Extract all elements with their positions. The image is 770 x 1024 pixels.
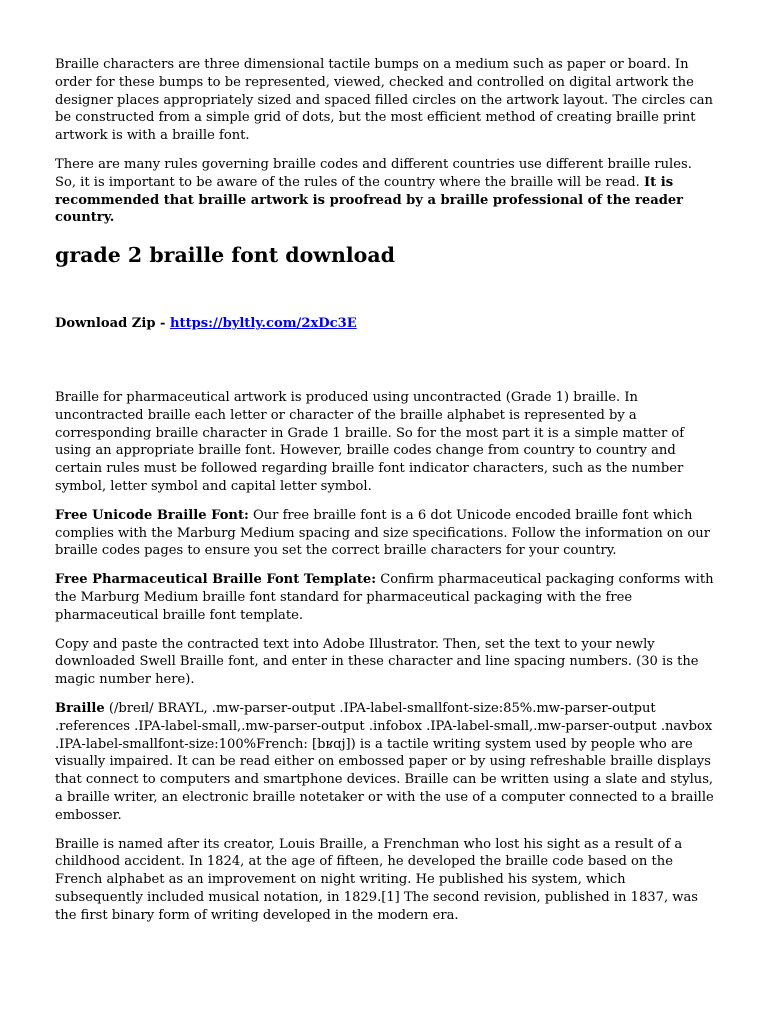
rules-text: There are many rules governing braille codes and different countries use different braille rules. So, it is important to be aware of the rules of the country where the braille will be read.	[55, 156, 692, 190]
download-link[interactable]: https://byltly.com/2xDc3E	[170, 316, 357, 332]
pharma-paragraph: Braille for pharmaceutical artwork is produced using uncontracted (Grade 1) braille. In uncontracted braille each letter or character of the braille alphabet is represented by a corresponding braille character in Grade 1 braille. So for the most part it is a simple matter of using an appropriate braille font. However, braille codes change from country to country and certain rules must be followed regarding braille font indicator characters, such as the number symbol, letter symbol and capital letter symbol.	[55, 389, 685, 494]
unicode-font-label: Free Unicode Braille Font:	[55, 507, 249, 523]
download-label: Download Zip -	[55, 316, 171, 332]
download-line	[55, 315, 717, 333]
unicode-font-text: Our free braille font is a 6 dot Unicode encoded braille font which complies with the Marburg Medium spacing and size specifications. Follow the information on our braille codes pages to ensure you set the correct braille characters for your country.	[55, 507, 710, 559]
document-page	[55, 56, 717, 935]
braille-definition-paragraph	[55, 700, 717, 825]
page-title: grade 2 braille font download	[55, 243, 395, 268]
illustrator-paragraph: Copy and paste the contracted text into Adobe Illustrator. Then, set the text to your newly downloaded Swell Braille font, and enter in these character and line spacing numbers. (30 is the magic number here).	[55, 636, 699, 688]
pharma-template-label: Free Pharmaceutical Braille Font Template:	[55, 572, 377, 588]
braille-definition-text: (/breɪl/ BRAYL, .mw-parser-output .IPA-label-smallfont-size:85%.mw-parser-output .references .IPA-label-small,.mw-parser-output .infobox .IPA-label-small,.mw-parser-output .navbox .IPA-label-smallfont-size:100%French: [bʁɑj]) is a tactile writing system used by people who are visually impaired. It can be read either on embossed paper or by using refreshable braille displays that connect to computers and smartphone devices. Braille can be written using a slate and stylus, a braille writer, an electronic braille notetaker or with the use of a computer connected to a braille embosser.	[55, 700, 714, 823]
braille-term: Braille	[55, 700, 105, 716]
rules-recommendation: It is recommended that braille artwork is proofread by a braille professional of the reader country.	[55, 174, 684, 226]
pharma-template-paragraph	[55, 571, 717, 624]
history-paragraph: Braille is named after its creator, Louis Braille, a Frenchman who lost his sight as a result of a childhood accident. In 1824, at the age of fifteen, he developed the braille code based on the French alphabet as an improvement on night writing. He published his system, which subsequently included musical notation, in 1829.[1] The second revision, published in 1837, was the first binary form of writing developed in the modern era.	[55, 836, 699, 923]
unicode-font-paragraph	[55, 507, 717, 560]
pharma-template-text: Confirm pharmaceutical packaging conforms with the Marburg Medium braille font standard for pharmaceutical packaging with the free pharmaceutical braille font template.	[55, 572, 714, 623]
rules-paragraph	[55, 156, 717, 227]
intro-paragraph: Braille characters are three dimensional tactile bumps on a medium such as paper or board. In order for these bumps to be represented, viewed, checked and controlled on digital artwork the designer places appropriately sized and spaced filled circles on the artwork layout. The circles can be constructed from a simple grid of dots, but the most efficient method of creating braille print artwork is with a braille font.	[55, 57, 713, 144]
